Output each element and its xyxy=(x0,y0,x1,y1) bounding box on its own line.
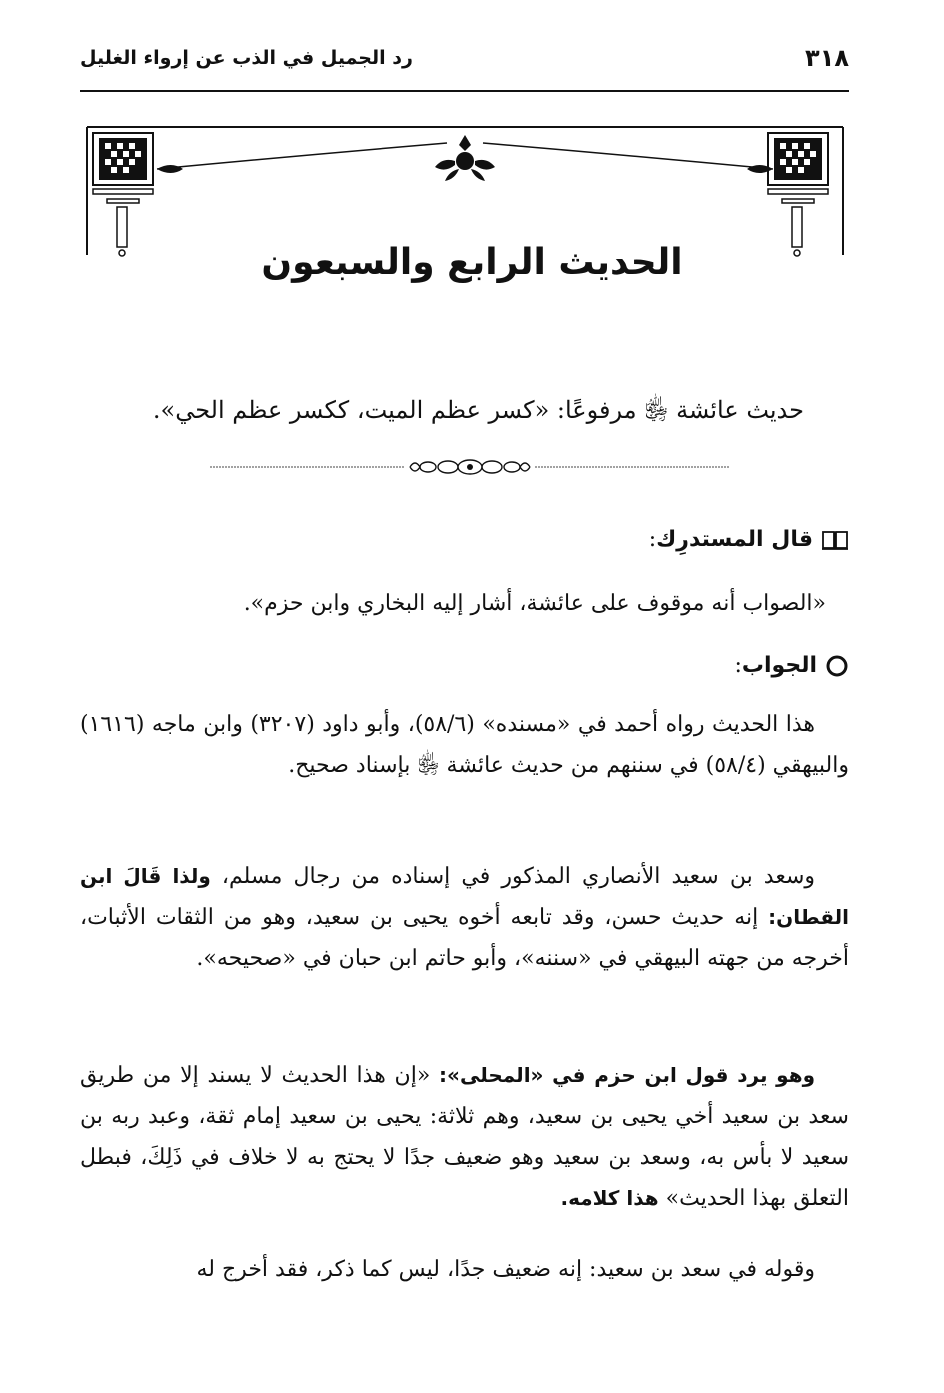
page-number: ٣١٨ xyxy=(805,44,849,72)
hadith-text: حديث عائشة ﵂ مرفوعًا: «كسر عظم الميت، ككسر عظم الحي». xyxy=(152,396,804,424)
paragraph-3 xyxy=(80,1055,849,1219)
paragraph-1: هذا الحديث رواه أحمد في «مسنده» (٥٨/٦)، وأبو داود (٣٢٠٧) وابن ماجه (١٦١٦) والبيهقي (٥٨/٤) في سننهم من حديث عائشة ﵂ بإسناد صحيح. xyxy=(80,712,849,778)
paragraph-3-bold-end: هذا كلامه. xyxy=(560,1186,659,1210)
ornament-frame-icon xyxy=(85,125,845,260)
running-header xyxy=(80,38,849,78)
paragraph-3-bold: وهو يرد قول ابن حزم في «المحلى»: xyxy=(439,1063,816,1087)
corner-knot-right xyxy=(768,133,828,256)
paragraph-2-bold: ولذا قَالَ ابن القطان: xyxy=(80,864,849,929)
paragraph-2-part-a: وسعد بن سعيد الأنصاري المذكور في إسناده من رجال مسلم، xyxy=(221,864,816,889)
answer-heading-text: الجواب: xyxy=(734,653,817,678)
divider-ornament-icon xyxy=(210,455,730,479)
chapter-title: الحديث الرابع والسبعون xyxy=(261,242,683,283)
mustadrik-heading xyxy=(649,527,849,552)
corner-knot-left xyxy=(93,133,153,256)
answer-heading xyxy=(734,653,849,678)
paragraph-2-part-c: إنه حديث حسن، وقد تابعه أخوه يحيى بن سعيد، وهو من الثقات الأثبات، أخرجه من جهته البيهقي في «سننه»، وأبو حاتم ابن حبان في «صحيحه». xyxy=(80,905,849,971)
circle-bullet-icon xyxy=(825,654,849,678)
paragraph-3-quote: «إن هذا الحديث لا يسند إلا من طريق سعد بن سعيد أخي يحيى بن سعيد، وهم ثلاثة: يحيى بن سعيد إمام ثقة، وعبد ربه بن سعيد لا بأس به، وسعد بن سعيد وهو ضعيف جدًا لا يحتج به لا خلاف في ذَلِكَ، فبطل التعلق بهذا الحديث» xyxy=(80,1063,849,1211)
paragraph-2 xyxy=(80,856,849,979)
book-title: رد الجميل في الذب عن إرواء الغليل xyxy=(80,47,413,69)
mustadrik-quote: «الصواب أنه موقوف على عائشة، أشار إليه البخاري وابن حزم». xyxy=(243,591,826,616)
header-rule xyxy=(80,90,849,92)
center-pendant xyxy=(435,135,495,181)
mustadrik-heading-text: قال المستدرِك: xyxy=(648,527,813,552)
paragraph-4: وقوله في سعد بن سعيد: إنه ضعيف جدًا، ليس كما ذكر، فقد أخرج له xyxy=(196,1257,815,1282)
open-book-icon xyxy=(821,529,849,551)
